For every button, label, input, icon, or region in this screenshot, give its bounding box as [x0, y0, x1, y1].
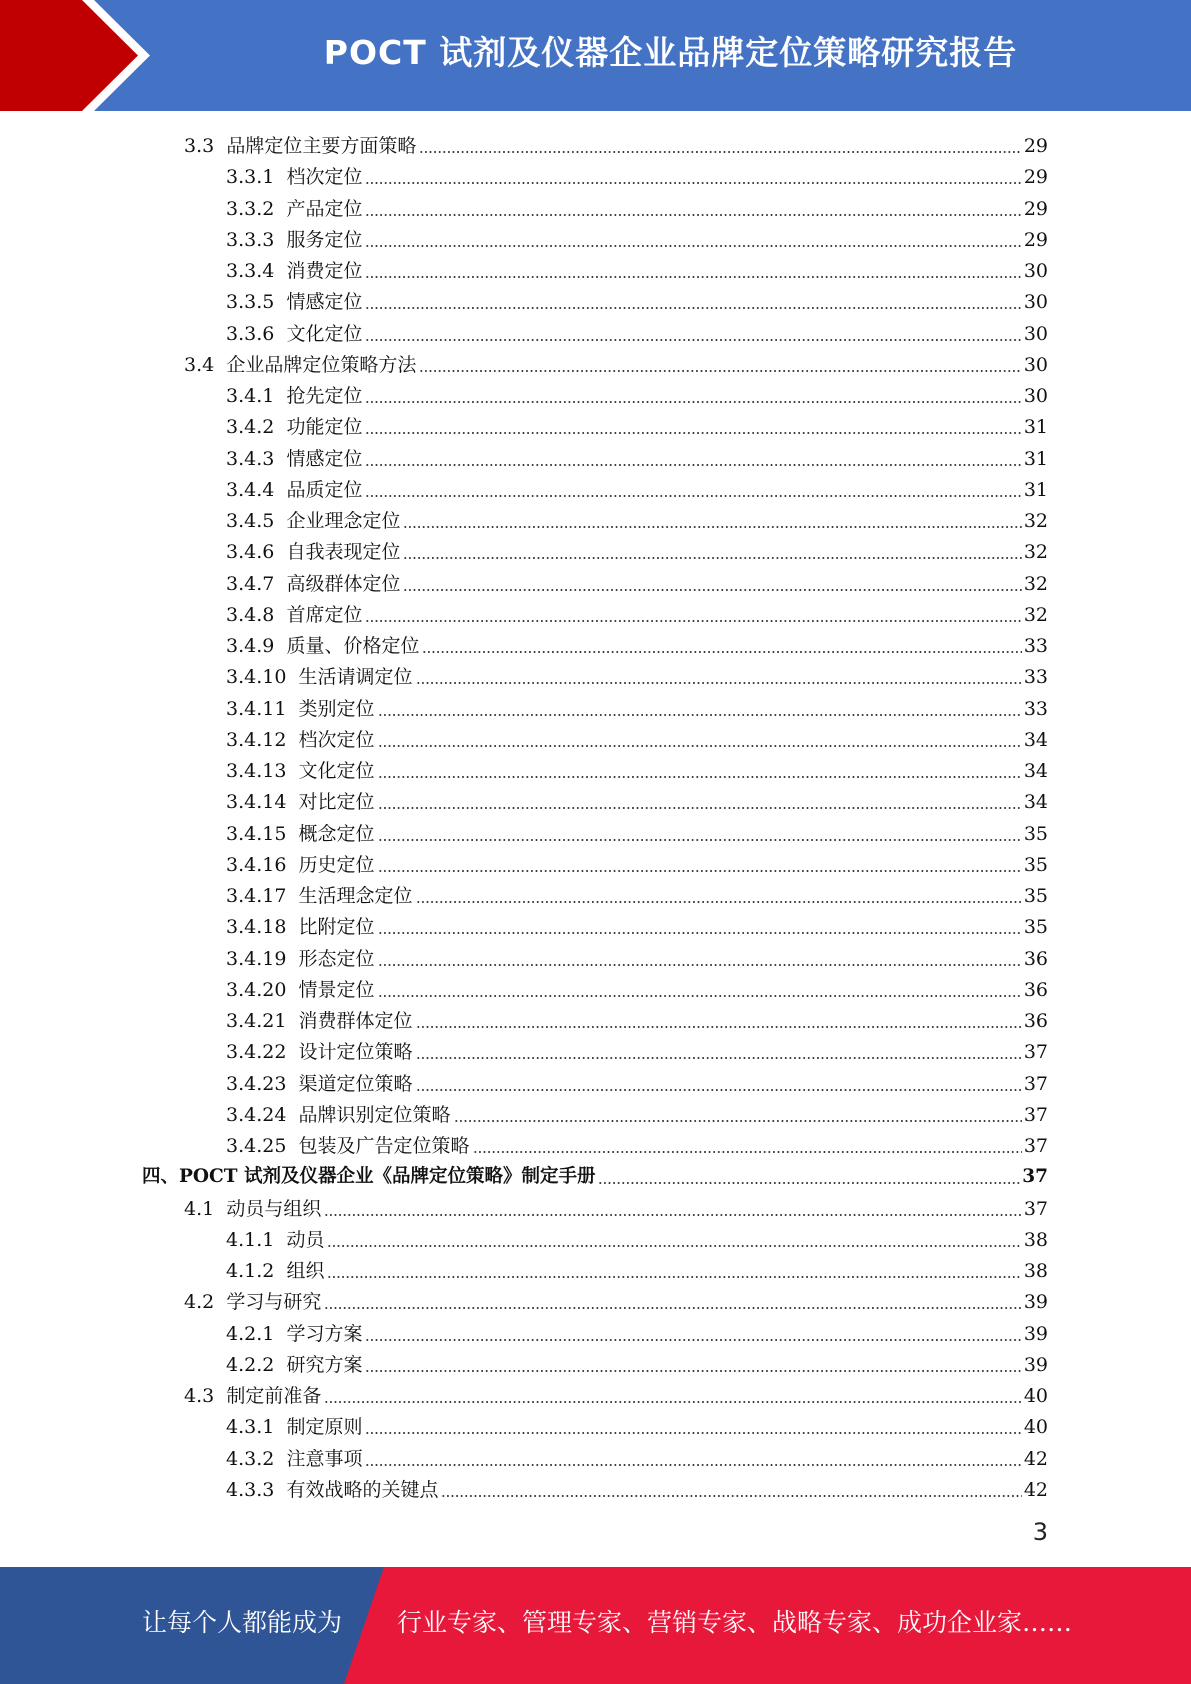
toc-entry-page: 30 — [1023, 260, 1048, 282]
toc-entry-page: 37 — [1022, 1166, 1048, 1188]
toc-entry-page: 33 — [1023, 635, 1048, 657]
toc-entry[interactable] — [226, 534, 1048, 564]
dot-leader — [365, 432, 1021, 434]
toc-entry[interactable] — [226, 1097, 1048, 1127]
toc-entry-page: 29 — [1023, 228, 1048, 251]
toc-entry-page: 30 — [1023, 353, 1048, 376]
toc-entry[interactable] — [226, 972, 1048, 1002]
toc-entry[interactable] — [226, 847, 1048, 877]
toc-entry[interactable] — [226, 316, 1048, 346]
toc-entry[interactable] — [226, 1066, 1048, 1096]
toc-entry-page: 37 — [1023, 1103, 1048, 1126]
dot-leader — [365, 182, 1021, 184]
dot-leader — [365, 1370, 1021, 1372]
dot-leader — [365, 1464, 1021, 1466]
toc-entry-title: 企业理念定位 — [286, 510, 401, 532]
dot-leader — [365, 620, 1021, 622]
toc-entry[interactable] — [226, 1003, 1048, 1033]
dot-leader — [419, 151, 1021, 153]
red-chevron-decoration — [0, 0, 160, 111]
dot-leader — [454, 1120, 1022, 1122]
toc-entry-number: 4.3.1 — [226, 1416, 275, 1439]
toc-entry-number: 3.4.1 — [226, 385, 275, 407]
toc-entry-page: 38 — [1023, 1228, 1048, 1251]
toc-entry[interactable] — [226, 597, 1048, 627]
toc-entry-number: 4.1 — [184, 1197, 215, 1220]
toc-entry-title: 生活请调定位 — [298, 666, 413, 689]
dot-leader — [365, 464, 1021, 466]
toc-entry-number: 3.3.3 — [226, 228, 275, 251]
toc-entry-number: 3.3 — [184, 135, 215, 157]
toc-entry-page: 35 — [1023, 822, 1048, 845]
toc-entry-title: 档次定位 — [298, 728, 375, 751]
toc-entry-title: 品牌识别定位策略 — [298, 1103, 451, 1126]
dot-leader — [324, 1214, 1021, 1216]
toc-entry-title: 包装及广告定位策略 — [298, 1135, 470, 1157]
toc-entry-page: 31 — [1023, 416, 1048, 439]
toc-entry-page: 30 — [1023, 322, 1048, 345]
toc-entry[interactable] — [226, 1316, 1048, 1346]
dot-leader — [378, 776, 1022, 778]
dot-leader — [327, 1245, 1021, 1247]
toc-entry-page: 39 — [1023, 1353, 1048, 1376]
toc-entry-number: 4.3 — [184, 1385, 215, 1407]
toc-entry-page: 35 — [1023, 916, 1048, 939]
dot-leader — [365, 214, 1021, 216]
toc-entry-page: 34 — [1023, 728, 1048, 751]
toc-entry-page: 37 — [1023, 1072, 1048, 1095]
dot-leader — [365, 307, 1021, 309]
dot-leader — [365, 401, 1021, 403]
toc-entry-number: 3.4.14 — [226, 791, 287, 814]
toc-entry-number: 4.3.2 — [226, 1447, 275, 1470]
toc-entry-page: 40 — [1023, 1385, 1048, 1407]
toc-entry-title: 档次定位 — [286, 166, 363, 189]
toc-entry-number: 4.3.3 — [226, 1478, 275, 1501]
toc-entry[interactable] — [226, 1441, 1048, 1471]
toc-entry-title: 制定原则 — [286, 1416, 363, 1439]
dot-leader — [403, 526, 1021, 528]
toc-entry[interactable] — [226, 659, 1048, 689]
toc-entry-number: 3.4.3 — [226, 447, 275, 470]
toc-entry-number: 3.4.16 — [226, 853, 287, 876]
toc-entry-title: 研究方案 — [286, 1353, 363, 1376]
toc-entry-number: 3.4.25 — [226, 1135, 287, 1157]
toc-entry-page: 37 — [1023, 1041, 1048, 1064]
toc-entry-number: 3.4.9 — [226, 635, 275, 657]
toc-entry[interactable] — [184, 1191, 1048, 1221]
dot-leader — [416, 1057, 1022, 1059]
toc-entry-page: 38 — [1023, 1260, 1048, 1282]
dot-leader — [403, 557, 1021, 559]
toc-entry-number: 3.4.4 — [226, 478, 275, 501]
toc-entry-number: 3.4.21 — [226, 1010, 287, 1032]
toc-entry-title: 消费定位 — [286, 260, 363, 282]
toc-entry[interactable] — [184, 1378, 1048, 1408]
toc-entry[interactable] — [226, 378, 1048, 408]
toc-entry-number: 4.2.1 — [226, 1322, 275, 1345]
toc-entry-page: 32 — [1023, 572, 1048, 595]
toc-entry-page: 40 — [1023, 1416, 1048, 1439]
toc-entry[interactable] — [226, 722, 1048, 752]
toc-entry[interactable] — [226, 816, 1048, 846]
toc-entry[interactable] — [184, 128, 1048, 158]
dot-leader — [422, 651, 1021, 653]
toc-entry-title: 有效战略的关键点 — [286, 1478, 439, 1501]
toc-entry-number: 3.4.7 — [226, 572, 275, 595]
toc-entry-page: 42 — [1023, 1447, 1048, 1470]
toc-entry-number: 3.3.4 — [226, 260, 275, 282]
toc-entry-number: 3.4.12 — [226, 728, 287, 751]
toc-entry-page: 35 — [1023, 853, 1048, 876]
dot-leader — [378, 807, 1022, 809]
toc-entry[interactable] — [142, 1159, 1048, 1189]
toc-entry[interactable] — [226, 941, 1048, 971]
toc-entry-page: 39 — [1023, 1291, 1048, 1314]
toc-entry-title: 生活理念定位 — [298, 885, 413, 907]
dot-leader — [378, 995, 1022, 997]
dot-leader — [378, 745, 1022, 747]
dot-leader — [327, 1276, 1021, 1278]
dot-leader — [324, 1401, 1021, 1403]
toc-entry[interactable] — [226, 253, 1048, 283]
dot-leader — [378, 964, 1022, 966]
toc-entry-title: 高级群体定位 — [286, 572, 401, 595]
dot-leader — [378, 932, 1022, 934]
toc-entry-page: 32 — [1023, 541, 1048, 564]
dot-leader — [365, 1339, 1021, 1341]
toc-entry[interactable] — [226, 441, 1048, 471]
toc-entry-number: 3.4.24 — [226, 1103, 287, 1126]
toc-entry-page: 33 — [1023, 697, 1048, 720]
toc-entry-page: 30 — [1023, 385, 1048, 407]
dot-leader — [378, 870, 1022, 872]
toc-entry-page: 36 — [1023, 978, 1048, 1001]
toc-entry-title: 消费群体定位 — [298, 1010, 413, 1032]
toc-entry-number: 3.4.11 — [226, 697, 287, 720]
toc-entry[interactable] — [226, 691, 1048, 721]
dot-leader — [365, 276, 1021, 278]
toc-entry[interactable] — [226, 1253, 1048, 1283]
toc-entry-page: 42 — [1023, 1478, 1048, 1501]
dot-leader — [419, 370, 1021, 372]
toc-entry[interactable] — [226, 1034, 1048, 1064]
toc-entry-title: 比附定位 — [298, 916, 375, 939]
toc-entry-title: 情感定位 — [286, 291, 363, 314]
toc-entry-page: 39 — [1023, 1322, 1048, 1345]
toc-entry-page: 33 — [1023, 666, 1048, 689]
dot-leader — [403, 589, 1021, 591]
dot-leader — [365, 495, 1021, 497]
toc-entry-number: 3.4.18 — [226, 916, 287, 939]
toc-entry-title: 制定前准备 — [226, 1385, 322, 1407]
toc-entry-title: 概念定位 — [298, 822, 375, 845]
toc-entry-number: 3.3.5 — [226, 291, 275, 314]
toc-entry-number: 3.4.5 — [226, 510, 275, 532]
toc-entry-title: 动员与组织 — [226, 1197, 322, 1220]
toc-entry-number: 3.4.8 — [226, 603, 275, 626]
toc-entry-title: 品质定位 — [286, 478, 363, 501]
toc-entry-page: 30 — [1023, 291, 1048, 314]
toc-entry-page: 34 — [1023, 760, 1048, 782]
toc-entry-title: 情感定位 — [286, 447, 363, 470]
toc-entry[interactable] — [226, 222, 1048, 252]
toc-entry-number: 4.1.2 — [226, 1260, 275, 1282]
dot-leader — [324, 1307, 1021, 1309]
toc-entry-title: 文化定位 — [286, 322, 363, 345]
toc-entry-title: 学习方案 — [286, 1322, 363, 1345]
toc-entry[interactable] — [226, 409, 1048, 439]
toc-entry-title: 功能定位 — [286, 416, 363, 439]
dot-leader — [416, 682, 1022, 684]
toc-entry[interactable] — [226, 784, 1048, 814]
toc-entry[interactable] — [226, 1222, 1048, 1252]
toc-entry-title: 四、POCT 试剂及仪器企业《品牌定位策略》制定手册 — [142, 1166, 596, 1188]
toc-entry-title: 渠道定位策略 — [298, 1072, 413, 1095]
toc-entry-title: 服务定位 — [286, 228, 363, 251]
dot-leader — [378, 839, 1022, 841]
toc-entry-number: 3.4 — [184, 353, 215, 376]
toc-entry-title: 动员 — [286, 1228, 325, 1251]
toc-entry-page: 37 — [1023, 1135, 1048, 1157]
toc-entry-page: 36 — [1023, 1010, 1048, 1032]
toc-entry-number: 3.4.6 — [226, 541, 275, 564]
toc-entry-title: 质量、价格定位 — [286, 635, 420, 657]
footer-slogan-left: 让每个人都能成为 — [142, 1608, 343, 1637]
toc-entry-title: 企业品牌定位策略方法 — [226, 353, 417, 376]
toc-entry[interactable] — [184, 1284, 1048, 1314]
toc-entry[interactable] — [226, 1128, 1048, 1158]
toc-entry-page: 36 — [1023, 947, 1048, 970]
toc-entry-title: 首席定位 — [286, 603, 363, 626]
toc-entry-number: 3.3.6 — [226, 322, 275, 345]
dot-leader — [365, 1432, 1021, 1434]
toc-entry-number: 3.4.13 — [226, 760, 287, 782]
toc-entry-title: 形态定位 — [298, 947, 375, 970]
dot-leader — [365, 245, 1021, 247]
toc-entry[interactable] — [226, 284, 1048, 314]
toc-entry-page: 35 — [1023, 885, 1048, 907]
toc-entry-title: 对比定位 — [298, 791, 375, 814]
toc-entry-title: 组织 — [286, 1260, 325, 1282]
toc-entry[interactable] — [226, 628, 1048, 658]
toc-entry-title: 抢先定位 — [286, 385, 363, 407]
toc-entry-page: 29 — [1023, 135, 1048, 157]
toc-entry[interactable] — [226, 753, 1048, 783]
dot-leader — [416, 901, 1022, 903]
toc-entry-number: 3.4.19 — [226, 947, 287, 970]
toc-entry-number: 3.3.1 — [226, 166, 275, 189]
toc-entry[interactable] — [226, 1409, 1048, 1439]
toc-entry[interactable] — [226, 191, 1048, 221]
toc-entry[interactable] — [226, 503, 1048, 533]
toc-entry-page: 31 — [1023, 447, 1048, 470]
toc-entry-number: 3.4.20 — [226, 978, 287, 1001]
toc-entry-title: 学习与研究 — [226, 1291, 322, 1314]
dot-leader — [378, 714, 1022, 716]
toc-entry-page: 32 — [1023, 510, 1048, 532]
toc-entry-number: 4.1.1 — [226, 1228, 275, 1251]
dot-leader — [598, 1182, 1020, 1184]
toc-entry-page: 31 — [1023, 478, 1048, 501]
footer-slogan-right: 行业专家、管理专家、营销专家、战略专家、成功企业家…… — [397, 1608, 1073, 1637]
toc-entry-page: 32 — [1023, 603, 1048, 626]
toc-entry-number: 3.4.2 — [226, 416, 275, 439]
toc-entry-title: 设计定位策略 — [298, 1041, 413, 1064]
dot-leader — [416, 1089, 1022, 1091]
header-banner — [0, 0, 1191, 111]
toc-entry-number: 3.4.17 — [226, 885, 287, 907]
toc-entry-title: 历史定位 — [298, 853, 375, 876]
toc-entry[interactable] — [226, 472, 1048, 502]
toc-entry[interactable] — [226, 909, 1048, 939]
toc-entry-number: 3.4.10 — [226, 666, 287, 689]
toc-entry-number: 4.2 — [184, 1291, 215, 1314]
report-title: POCT 试剂及仪器企业品牌定位策略研究报告 — [323, 33, 1018, 72]
toc-entry-title: 品牌定位主要方面策略 — [226, 135, 417, 157]
toc-entry[interactable] — [226, 1472, 1048, 1502]
toc-entry-number: 3.3.2 — [226, 197, 275, 220]
toc-entry-number: 3.4.23 — [226, 1072, 287, 1095]
toc-entry[interactable] — [226, 159, 1048, 189]
toc-entry-title: 情景定位 — [298, 978, 375, 1001]
dot-leader — [416, 1026, 1022, 1028]
toc-entry-number: 4.2.2 — [226, 1353, 275, 1376]
toc-entry[interactable] — [226, 1347, 1048, 1377]
toc-entry-title: 注意事项 — [286, 1447, 363, 1470]
dot-leader — [473, 1151, 1022, 1153]
toc-entry-page: 29 — [1023, 166, 1048, 189]
toc-entry-title: 自我表现定位 — [286, 541, 401, 564]
toc-entry-page: 37 — [1023, 1197, 1048, 1220]
page-number: 3 — [1032, 1518, 1048, 1546]
toc-entry-number: 3.4.22 — [226, 1041, 287, 1064]
toc-entry-page: 34 — [1023, 791, 1048, 814]
dot-leader — [365, 339, 1021, 341]
toc-entry-page: 29 — [1023, 197, 1048, 220]
dot-leader — [441, 1495, 1021, 1497]
toc-entry[interactable] — [226, 566, 1048, 596]
toc-entry[interactable] — [226, 878, 1048, 908]
toc-entry-title: 文化定位 — [298, 760, 375, 782]
toc-entry-title: 产品定位 — [286, 197, 363, 220]
toc-entry-title: 类别定位 — [298, 697, 375, 720]
toc-entry[interactable] — [184, 347, 1048, 377]
footer-banner — [0, 1567, 1191, 1684]
toc-entry-number: 3.4.15 — [226, 822, 287, 845]
